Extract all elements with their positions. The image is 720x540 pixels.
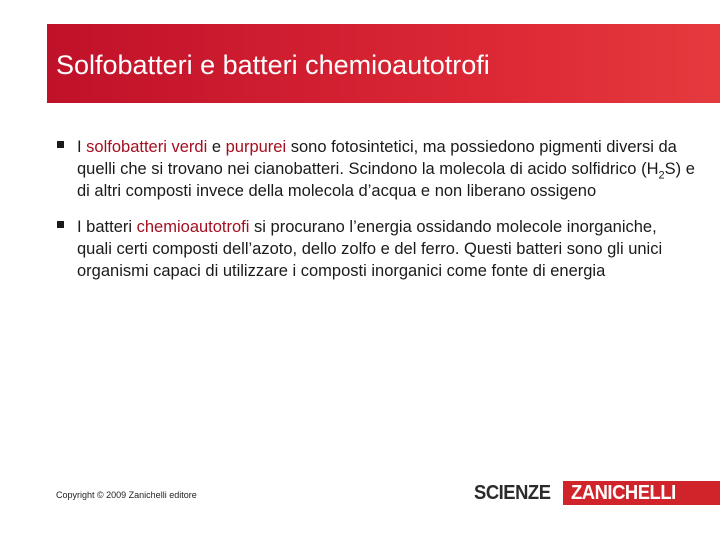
publisher-logo — [474, 481, 720, 505]
square-bullet-icon — [57, 221, 64, 228]
bullet-list — [55, 136, 695, 296]
highlight-term: solfobatteri verdi — [86, 138, 208, 156]
highlight-term: chemioautotrofi — [136, 218, 250, 236]
bullet-item — [55, 216, 695, 282]
bullet-text — [77, 136, 695, 202]
text-run: e — [207, 138, 226, 156]
text-run: I — [77, 138, 87, 156]
highlight-term: purpurei — [225, 138, 287, 156]
title-bar — [47, 24, 720, 103]
text-run: I batteri — [77, 218, 137, 236]
square-bullet-icon — [57, 141, 64, 148]
text-run: sono fotosintetici, ma possiedono pigmenti diversi da quelli che si trovano nei cianobatteri. Scindono la molecola di acido solfidrico (H — [77, 138, 677, 178]
text-run: si procurano l’energia ossidando molecole inorganiche, quali certi composti dell’azoto, dello zolfo e del ferro. Questi batteri sono gli unici organismi capaci di utilizzare i composti inorganici come fonte di energia — [77, 218, 663, 280]
logo-scienze-text: SCIENZE — [474, 481, 551, 504]
logo-red-box — [563, 481, 720, 505]
bullet-item — [55, 136, 695, 202]
bullet-text — [77, 216, 695, 282]
slide-title: Solfobatteri e batteri chemioautotrofi — [56, 50, 490, 80]
subscript: 2 — [658, 169, 665, 182]
copyright-text: Copyright © 2009 Zanichelli editore — [56, 490, 197, 500]
logo-zanichelli-text: ZANICHELLI — [571, 481, 676, 504]
text-run: S) e di altri composti invece della molecola d’acqua e non liberano ossigeno — [77, 160, 695, 200]
